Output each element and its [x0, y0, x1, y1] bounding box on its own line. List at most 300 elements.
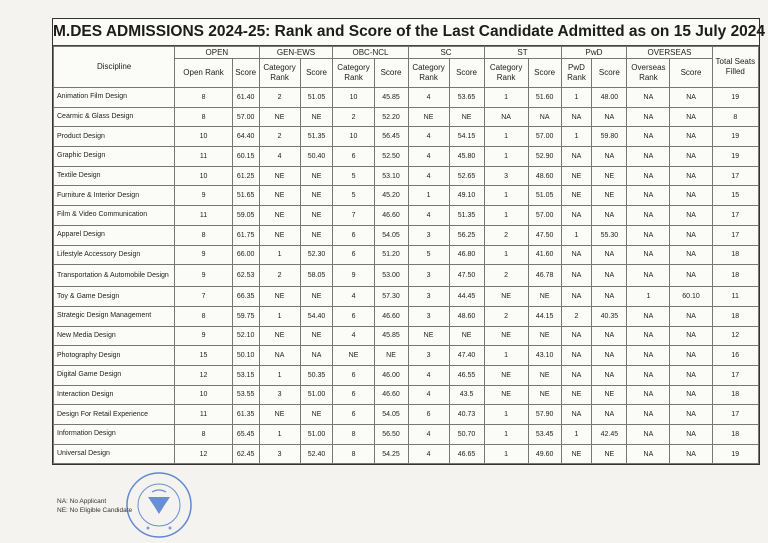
table-cell: 57.30 [374, 287, 408, 307]
table-cell: NE [300, 405, 333, 425]
table-cell: NA [592, 326, 627, 346]
table-row [54, 225, 759, 245]
subheader-score: Score [300, 59, 333, 88]
table-cell: 53.15 [232, 365, 259, 385]
table-row [54, 385, 759, 405]
table-cell: NE [259, 107, 300, 127]
table-cell: 19 [712, 127, 758, 147]
table-cell: 61.40 [232, 88, 259, 108]
table-cell: 3 [259, 444, 300, 464]
table-cell: 45.85 [374, 88, 408, 108]
table-cell: 1 [259, 425, 300, 445]
table-cell: 1 [561, 225, 592, 245]
table-cell: 62.45 [232, 444, 259, 464]
table-cell: 1 [484, 346, 528, 366]
table-cell: NA [259, 346, 300, 366]
table-cell: 9 [175, 186, 233, 206]
subheader-category-rank: Category Rank [408, 59, 449, 88]
table-cell: 4 [408, 444, 449, 464]
table-cell: NA [627, 245, 670, 265]
table-cell: NE [300, 225, 333, 245]
table-cell: 65.45 [232, 425, 259, 445]
table-cell: 12 [712, 326, 758, 346]
table-cell: NE [528, 326, 561, 346]
group-header-gen-ews: GEN-EWS [259, 47, 333, 59]
table-cell: 1 [484, 425, 528, 445]
table-cell: NE [561, 444, 592, 464]
discipline-name: Information Design [54, 425, 175, 445]
table-cell: NA [592, 346, 627, 366]
table-cell: 47.50 [449, 265, 484, 287]
table-cell: NE [259, 166, 300, 186]
table-cell: 44.15 [528, 306, 561, 326]
table-cell: 52.65 [449, 166, 484, 186]
table-cell: 2 [259, 265, 300, 287]
table-cell: 40.73 [449, 405, 484, 425]
table-cell: NE [300, 326, 333, 346]
table-cell: 46.60 [374, 206, 408, 226]
table-cell: NA [627, 444, 670, 464]
table-cell: NA [561, 365, 592, 385]
table-row [54, 287, 759, 307]
subheader-category-rank: Category Rank [484, 59, 528, 88]
table-cell: NA [627, 186, 670, 206]
table-cell: 8 [712, 107, 758, 127]
table-row [54, 166, 759, 186]
table-cell: 7 [333, 206, 374, 226]
table-cell: 42.45 [592, 425, 627, 445]
table-cell: 18 [712, 306, 758, 326]
table-cell: NA [627, 425, 670, 445]
table-cell: 62.53 [232, 265, 259, 287]
table-cell: 9 [175, 326, 233, 346]
table-cell: NA [670, 147, 712, 167]
table-cell: NA [561, 265, 592, 287]
table-cell: 1 [484, 405, 528, 425]
discipline-name: Design For Retail Experience [54, 405, 175, 425]
table-cell: 17 [712, 365, 758, 385]
table-cell: NA [561, 147, 592, 167]
table-cell: 46.00 [374, 365, 408, 385]
table-cell: NA [670, 306, 712, 326]
table-cell: 1 [484, 88, 528, 108]
table-cell: NA [592, 147, 627, 167]
table-cell: 1 [408, 186, 449, 206]
table-cell: NA [592, 245, 627, 265]
table-cell: 51.65 [232, 186, 259, 206]
table-cell: 49.10 [449, 186, 484, 206]
table-cell: NA [670, 326, 712, 346]
group-header-open: OPEN [175, 47, 259, 59]
subheader-score: Score [670, 59, 712, 88]
table-cell: NA [627, 147, 670, 167]
table-cell: 3 [408, 346, 449, 366]
table-cell: NA [670, 385, 712, 405]
subheader-category-rank: Category Rank [333, 59, 374, 88]
table-cell: 18 [712, 425, 758, 445]
table-cell: 1 [259, 306, 300, 326]
table-cell: 57.00 [232, 107, 259, 127]
subheader-score: Score [374, 59, 408, 88]
table-cell: 51.20 [374, 245, 408, 265]
table-cell: 1 [259, 365, 300, 385]
table-cell: NA [627, 405, 670, 425]
table-cell: NA [627, 326, 670, 346]
table-cell: NA [670, 365, 712, 385]
group-header-pwd: PwD [561, 47, 627, 59]
table-cell: 52.90 [528, 147, 561, 167]
discipline-name: Interaction Design [54, 385, 175, 405]
table-cell: 9 [175, 245, 233, 265]
discipline-name: Furniture & Interior Design [54, 186, 175, 206]
table-cell: NE [300, 186, 333, 206]
table-cell: NE [259, 225, 300, 245]
subheader-open-rank: Open Rank [175, 59, 233, 88]
table-cell: NA [561, 107, 592, 127]
table-cell: NA [627, 166, 670, 186]
results-table [53, 46, 759, 464]
table-cell: NA [670, 107, 712, 127]
table-row [54, 326, 759, 346]
table-cell: NA [670, 265, 712, 287]
table-cell: 4 [408, 206, 449, 226]
table-cell: 1 [484, 186, 528, 206]
table-cell: 66.00 [232, 245, 259, 265]
table-cell: 2 [484, 265, 528, 287]
table-cell: NE [592, 444, 627, 464]
table-cell: 10 [175, 127, 233, 147]
table-cell: 3 [408, 265, 449, 287]
table-cell: 5 [408, 245, 449, 265]
table-cell: NA [627, 265, 670, 287]
table-cell: 66.35 [232, 287, 259, 307]
table-cell: 8 [175, 107, 233, 127]
table-cell: 5 [333, 166, 374, 186]
table-cell: 3 [408, 287, 449, 307]
table-cell: NA [627, 127, 670, 147]
discipline-name: Strategic Design Management [54, 306, 175, 326]
table-cell: NA [627, 206, 670, 226]
table-cell: 11 [175, 147, 233, 167]
table-cell: 4 [408, 166, 449, 186]
table-row [54, 365, 759, 385]
table-cell: 17 [712, 405, 758, 425]
table-cell: 16 [712, 346, 758, 366]
table-cell: 53.45 [528, 425, 561, 445]
table-cell: 60.10 [670, 287, 712, 307]
table-cell: 54.05 [374, 225, 408, 245]
table-cell: NA [627, 88, 670, 108]
table-cell: 45.80 [449, 147, 484, 167]
table-cell: NA [627, 346, 670, 366]
table-cell: NE [333, 346, 374, 366]
table-cell: 1 [484, 127, 528, 147]
table-cell: NE [449, 107, 484, 127]
table-cell: 4 [408, 127, 449, 147]
table-cell: NE [300, 166, 333, 186]
group-header-obc-ncl: OBC-NCL [333, 47, 408, 59]
table-cell: 45.20 [374, 186, 408, 206]
table-cell: NE [484, 326, 528, 346]
table-cell: NA [627, 385, 670, 405]
table-cell: 45.85 [374, 326, 408, 346]
group-header-sc: SC [408, 47, 484, 59]
table-cell: NE [592, 385, 627, 405]
table-cell: 15 [712, 186, 758, 206]
table-cell: 50.35 [300, 365, 333, 385]
table-cell: 19 [712, 444, 758, 464]
table-cell: 7 [175, 287, 233, 307]
table-cell: 1 [484, 206, 528, 226]
table-cell: NA [561, 245, 592, 265]
table-row [54, 265, 759, 287]
table-cell: 11 [175, 405, 233, 425]
table-cell: 1 [561, 425, 592, 445]
table-cell: 59.75 [232, 306, 259, 326]
table-cell: 6 [333, 245, 374, 265]
discipline-name: Lifestyle Accessory Design [54, 245, 175, 265]
table-cell: 52.30 [300, 245, 333, 265]
table-cell: NE [259, 206, 300, 226]
table-cell: 57.00 [528, 127, 561, 147]
table-cell: 61.75 [232, 225, 259, 245]
table-cell: NE [561, 385, 592, 405]
table-cell: 59.05 [232, 206, 259, 226]
table-cell: NE [561, 186, 592, 206]
table-cell: NE [259, 326, 300, 346]
table-cell: 49.60 [528, 444, 561, 464]
table-cell: NA [670, 186, 712, 206]
table-cell: 48.60 [449, 306, 484, 326]
table-cell: 54.05 [374, 405, 408, 425]
table-cell: 8 [333, 425, 374, 445]
table-cell: NA [670, 127, 712, 147]
table-cell: 51.60 [528, 88, 561, 108]
table-cell: 17 [712, 206, 758, 226]
table-cell: 61.25 [232, 166, 259, 186]
table-cell: 17 [712, 166, 758, 186]
table-cell: 9 [333, 265, 374, 287]
admissions-sheet [52, 18, 766, 465]
table-cell: 1 [561, 88, 592, 108]
discipline-name: Product Design [54, 127, 175, 147]
table-cell: 59.80 [592, 127, 627, 147]
table-cell: NA [592, 287, 627, 307]
table-cell: NE [561, 166, 592, 186]
table-cell: NA [592, 365, 627, 385]
table-cell: NA [561, 206, 592, 226]
table-cell: 3 [259, 385, 300, 405]
table-cell: 8 [175, 225, 233, 245]
table-row [54, 147, 759, 167]
table-cell: NE [592, 186, 627, 206]
table-row [54, 306, 759, 326]
discipline-name: Graphic Design [54, 147, 175, 167]
discipline-header: Discipline [54, 47, 175, 88]
table-cell: NE [374, 346, 408, 366]
table-cell: NE [449, 326, 484, 346]
table-cell: 57.00 [528, 206, 561, 226]
table-cell: NA [627, 365, 670, 385]
table-cell: 6 [333, 365, 374, 385]
table-cell: 60.15 [232, 147, 259, 167]
table-cell: 51.35 [300, 127, 333, 147]
group-header-st: ST [484, 47, 561, 59]
table-cell: 2 [259, 88, 300, 108]
table-cell: 55.30 [592, 225, 627, 245]
table-cell: NE [259, 405, 300, 425]
table-cell: 11 [712, 287, 758, 307]
table-cell: NA [670, 245, 712, 265]
table-row [54, 425, 759, 445]
table-cell: NA [561, 346, 592, 366]
table-cell: 10 [175, 166, 233, 186]
table-cell: NA [561, 287, 592, 307]
discipline-name: Transportation & Automobile Design [54, 265, 175, 287]
table-cell: 12 [175, 365, 233, 385]
table-cell: 4 [408, 425, 449, 445]
table-cell: 58.05 [300, 265, 333, 287]
table-cell: 2 [333, 107, 374, 127]
table-cell: NA [484, 107, 528, 127]
table-cell: 51.00 [300, 425, 333, 445]
table-cell: 4 [408, 147, 449, 167]
discipline-name: Digital Game Design [54, 365, 175, 385]
table-cell: 1 [484, 444, 528, 464]
table-cell: 1 [484, 147, 528, 167]
admissions-seal-stamp [118, 470, 200, 540]
discipline-name: Textile Design [54, 166, 175, 186]
discipline-name: Universal Design [54, 444, 175, 464]
table-cell: NA [592, 107, 627, 127]
note-ne: NE: No Eligible Candidate [57, 507, 133, 514]
table-row [54, 127, 759, 147]
table-cell: 56.45 [374, 127, 408, 147]
table-cell: 43.5 [449, 385, 484, 405]
table-cell: 46.60 [374, 385, 408, 405]
table-cell: 56.25 [449, 225, 484, 245]
table-cell: 51.05 [300, 88, 333, 108]
table-cell: NA [670, 225, 712, 245]
table-cell: 3 [408, 225, 449, 245]
table-row [54, 245, 759, 265]
discipline-name: Animation Film Design [54, 88, 175, 108]
table-cell: 4 [333, 287, 374, 307]
table-row [54, 186, 759, 206]
table-cell: 52.50 [374, 147, 408, 167]
table-cell: 2 [259, 127, 300, 147]
table-cell: 47.50 [528, 225, 561, 245]
table-cell: 51.00 [300, 385, 333, 405]
table-cell: 51.05 [528, 186, 561, 206]
table-cell: 4 [408, 365, 449, 385]
table-cell: 53.00 [374, 265, 408, 287]
table-cell: 54.15 [449, 127, 484, 147]
table-cell: 8 [175, 425, 233, 445]
table-cell: 4 [408, 88, 449, 108]
table-cell: 46.65 [449, 444, 484, 464]
discipline-name: Photography Design [54, 346, 175, 366]
table-cell: 48.60 [528, 166, 561, 186]
table-cell: 18 [712, 385, 758, 405]
table-cell: 46.80 [449, 245, 484, 265]
table-cell: NA [627, 225, 670, 245]
subheader-category-rank: Category Rank [259, 59, 300, 88]
table-cell: 46.78 [528, 265, 561, 287]
table-cell: 40.35 [592, 306, 627, 326]
table-cell: NA [670, 346, 712, 366]
table-cell: 51.35 [449, 206, 484, 226]
table-cell: 43.10 [528, 346, 561, 366]
table-cell: 46.60 [374, 306, 408, 326]
discipline-name: New Media Design [54, 326, 175, 346]
table-cell: 48.00 [592, 88, 627, 108]
table-cell: 19 [712, 147, 758, 167]
table-cell: 6 [333, 225, 374, 245]
table-cell: 6 [333, 147, 374, 167]
table-cell: 8 [175, 306, 233, 326]
table-cell: NE [528, 365, 561, 385]
table-cell: 56.50 [374, 425, 408, 445]
table-cell: NE [300, 206, 333, 226]
subheader-score: Score [232, 59, 259, 88]
table-cell: NE [408, 326, 449, 346]
table-cell: NE [300, 107, 333, 127]
table-cell: NE [408, 107, 449, 127]
table-cell: 17 [712, 225, 758, 245]
subheader-score: Score [449, 59, 484, 88]
discipline-name: Film & Video Communication [54, 206, 175, 226]
table-cell: 1 [561, 127, 592, 147]
table-cell: NA [528, 107, 561, 127]
table-cell: 50.10 [232, 346, 259, 366]
table-cell: NA [670, 88, 712, 108]
table-cell: 50.40 [300, 147, 333, 167]
table-row [54, 107, 759, 127]
discipline-name: Cearmic & Glass Design [54, 107, 175, 127]
table-cell: 41.60 [528, 245, 561, 265]
table-cell: NE [484, 385, 528, 405]
table-cell: 53.55 [232, 385, 259, 405]
table-cell: NE [528, 385, 561, 405]
table-cell: 8 [333, 444, 374, 464]
table-cell: 46.55 [449, 365, 484, 385]
table-row [54, 346, 759, 366]
table-cell: 19 [712, 88, 758, 108]
table-row [54, 88, 759, 108]
table-cell: NE [259, 186, 300, 206]
table-row [54, 444, 759, 464]
table-cell: 12 [175, 444, 233, 464]
table-cell: 53.65 [449, 88, 484, 108]
table-cell: 5 [333, 186, 374, 206]
table-cell: 10 [333, 88, 374, 108]
subheader-score: Score [592, 59, 627, 88]
table-cell: NA [561, 405, 592, 425]
table-cell: NA [627, 306, 670, 326]
subheader-overseas-rank: Overseas Rank [627, 59, 670, 88]
table-cell: 52.10 [232, 326, 259, 346]
table-cell: NA [300, 346, 333, 366]
discipline-name: Toy & Game Design [54, 287, 175, 307]
table-cell: 64.40 [232, 127, 259, 147]
table-cell: 54.25 [374, 444, 408, 464]
table-cell: 44.45 [449, 287, 484, 307]
table-cell: 8 [175, 88, 233, 108]
table-cell: NA [627, 107, 670, 127]
table-cell: 1 [259, 245, 300, 265]
table-cell: 6 [333, 306, 374, 326]
